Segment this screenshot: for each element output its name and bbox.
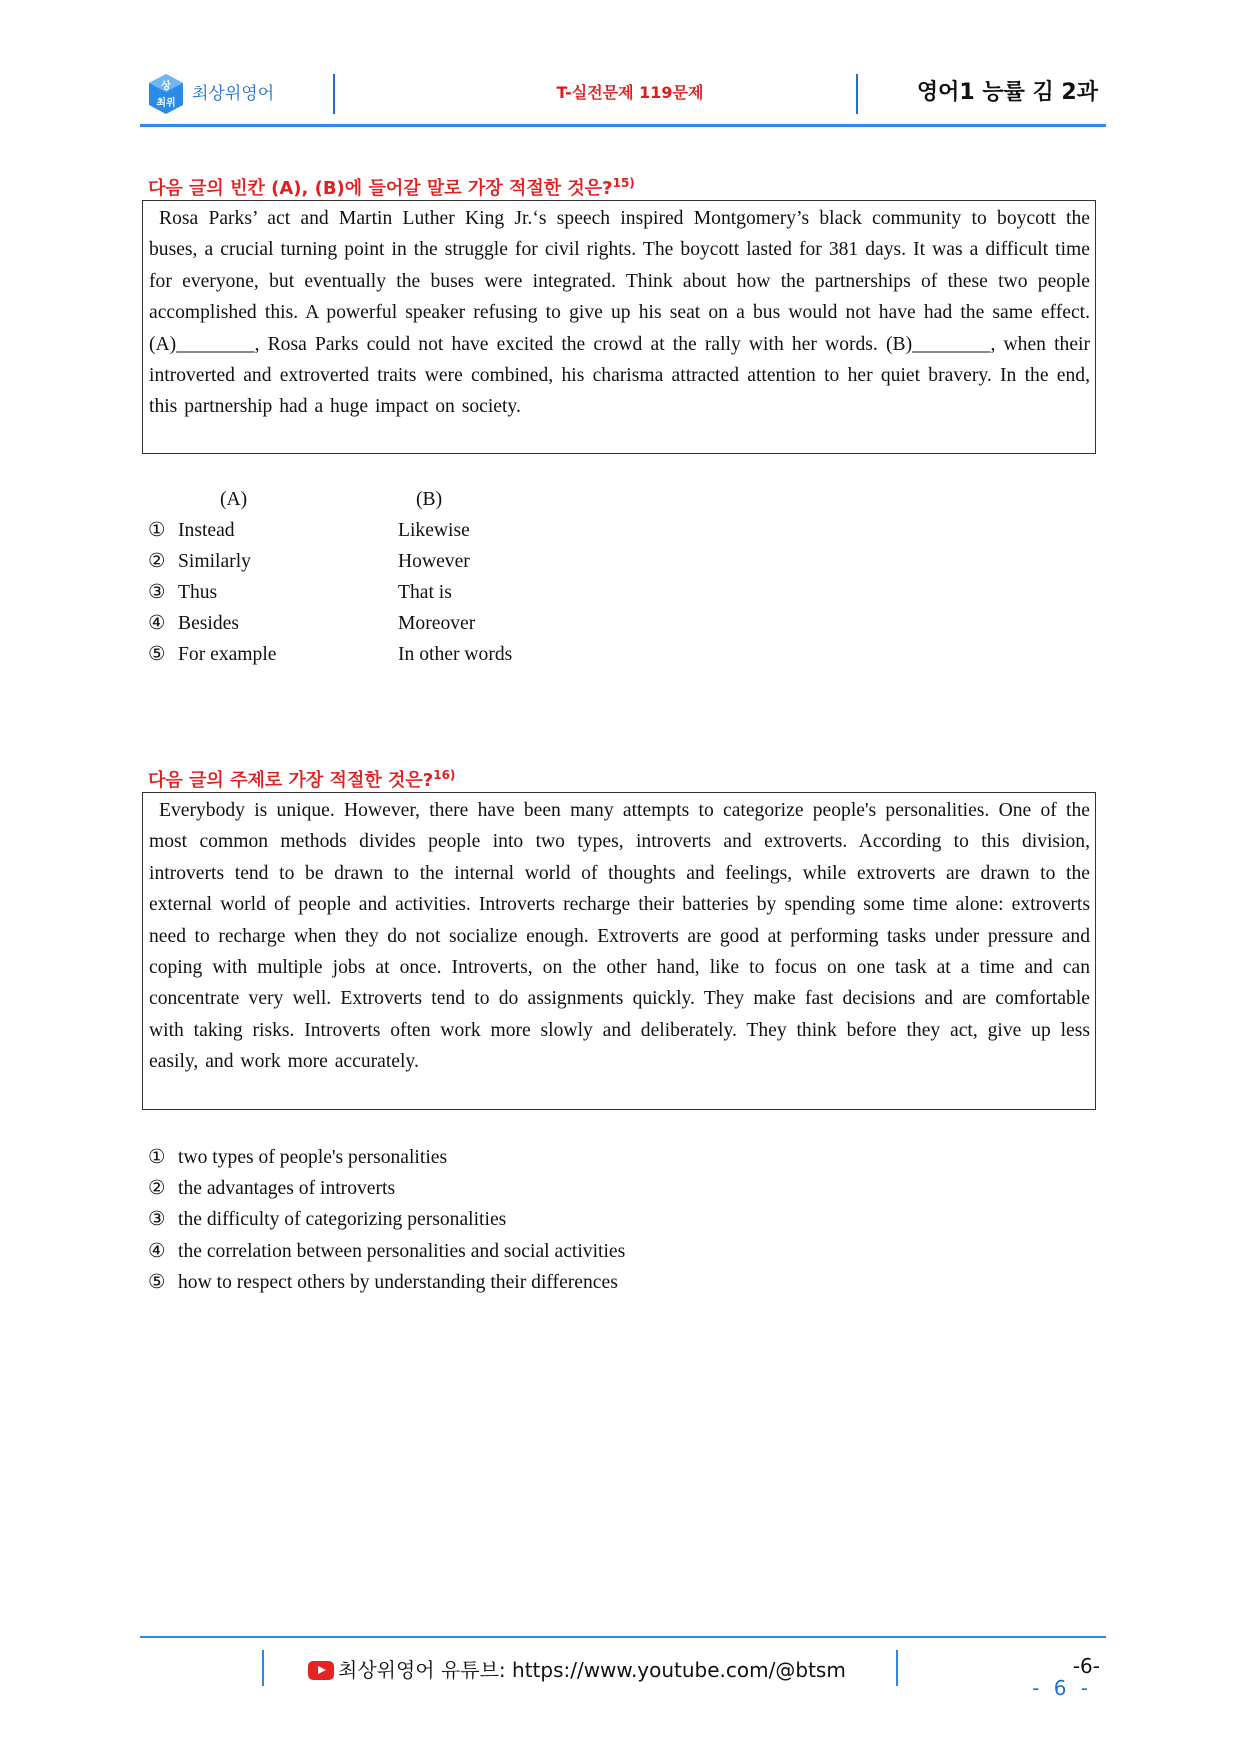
- choice-number: ⑤: [148, 644, 166, 665]
- page-number: -6-: [1072, 1654, 1100, 1678]
- svg-text:상: 상: [161, 81, 171, 92]
- brand-name: 최상위영어: [192, 84, 275, 104]
- choice-number: ⑤: [148, 1271, 166, 1293]
- choice-number: ②: [148, 551, 166, 572]
- question-title-text: 다음 글의 주제로 가장 적절한 것은?: [148, 770, 434, 791]
- passage-text: Everybody is unique. However, there have been many attempts to categorize people's personalities. One of the most common methods divides people into two types, introverts and extroverts. According to this division, introverts tend to be drawn to the internal world of thoughts and feelings, while extroverts are drawn to the external world of people and activities. Introverts recharge their batteries by spending some time alone: extroverts need to recharge when they do not socialize enough. Extroverts are good at performing tasks under pressure and coping with multiple jobs at once. Introverts, on the other hand, like to focus on one task at a time and can concentrate very well. Extroverts tend to do assignments quickly. They make fast decisions and are comfortable with taking risks. Introverts often work more slowly and deliberately. They think before they act, give up less easily, and work more accurately.: [149, 800, 1090, 1073]
- footer-rule: [140, 1636, 1106, 1638]
- choice-number: ④: [148, 613, 166, 634]
- footer-link[interactable]: [308, 1654, 846, 1683]
- choice-a: Thus: [178, 582, 218, 603]
- passage-box: [142, 792, 1096, 1110]
- choice-2[interactable]: [148, 546, 548, 577]
- choice-text: how to respect others by understanding their differences: [178, 1271, 618, 1293]
- choice-4[interactable]: [148, 608, 548, 639]
- footer-link-text: 최상위영어 유튜브: https://www.youtube.com/@btsm: [338, 1658, 846, 1682]
- header-course: 영어1 능률 김 2과: [916, 80, 1098, 105]
- choice-b: Likewise: [398, 520, 470, 541]
- choice-b: However: [398, 551, 470, 572]
- choice-header: [148, 484, 548, 515]
- choice-5[interactable]: [148, 639, 548, 670]
- header-subject: T-실전문제 119문제: [556, 83, 704, 102]
- choice-number: ③: [148, 1209, 166, 1231]
- choice-a: Similarly: [178, 551, 251, 572]
- column-a-label: (A): [220, 489, 248, 510]
- choice-a: For example: [178, 644, 277, 665]
- brand-logo-icon: [146, 72, 186, 116]
- choice-b: Moreover: [398, 613, 476, 634]
- choice-3[interactable]: [148, 577, 548, 608]
- answer-choices: [148, 484, 548, 670]
- question-title-text: 다음 글의 빈칸 (A), (B)에 들어갈 말로 가장 적절한 것은?: [148, 178, 613, 199]
- choice-2[interactable]: [148, 1173, 625, 1204]
- choice-text: the correlation between personalities and social activities: [178, 1240, 626, 1262]
- choice-a: Besides: [178, 613, 239, 634]
- page-header: [140, 66, 1106, 126]
- choice-3[interactable]: [148, 1204, 625, 1235]
- youtube-icon: [308, 1661, 334, 1680]
- header-rule: [140, 124, 1106, 127]
- question-title: [148, 766, 455, 792]
- footnote-ref: 15): [612, 176, 635, 190]
- choice-number: ④: [148, 1240, 166, 1262]
- choice-number: ①: [148, 520, 166, 541]
- choice-text: the difficulty of categorizing personalities: [178, 1209, 507, 1231]
- choice-b: That is: [398, 582, 452, 603]
- choice-number: ②: [148, 1178, 166, 1200]
- answer-choices: [148, 1142, 625, 1298]
- question-title: [148, 174, 635, 200]
- passage-text: Rosa Parks’ act and Martin Luther King Jr.‘s speech inspired Montgomery’s black community to boycott the buses, a crucial turning point in the struggle for civil rights. The boycott lasted for 381 days. It was a difficult time for everyone, but eventually the buses were integrated. Think about how the partnerships of these two people accomplished this. A powerful speaker refusing to give up his seat on a bus would not have had the same effect. (A)________, Rosa Parks could not have excited the crowd at the rally with her words. (B)________, when their introverted and extroverted traits were combined, his charisma attracted attention to her quiet bravery. In the end, this partnership had a huge impact on society.: [149, 208, 1090, 418]
- choice-number: ①: [148, 1147, 166, 1168]
- footer-divider: [896, 1650, 898, 1686]
- passage-box: [142, 200, 1096, 454]
- choice-text: the advantages of introverts: [178, 1178, 396, 1200]
- choice-b: In other words: [398, 644, 513, 665]
- choice-a: Instead: [178, 520, 235, 541]
- header-divider: [856, 74, 858, 114]
- header-divider: [333, 74, 335, 114]
- choice-number: ③: [148, 582, 166, 603]
- footer-divider: [262, 1650, 264, 1686]
- choice-1[interactable]: [148, 515, 548, 546]
- choice-1[interactable]: [148, 1142, 625, 1173]
- choice-4[interactable]: [148, 1236, 625, 1267]
- choice-text: two types of people's personalities: [178, 1147, 448, 1168]
- page-number-blue: - 6 -: [1032, 1676, 1092, 1700]
- footnote-ref: 16): [433, 768, 456, 782]
- svg-text:최위: 최위: [156, 98, 176, 109]
- choice-5[interactable]: [148, 1267, 625, 1298]
- column-b-label: (B): [416, 489, 443, 510]
